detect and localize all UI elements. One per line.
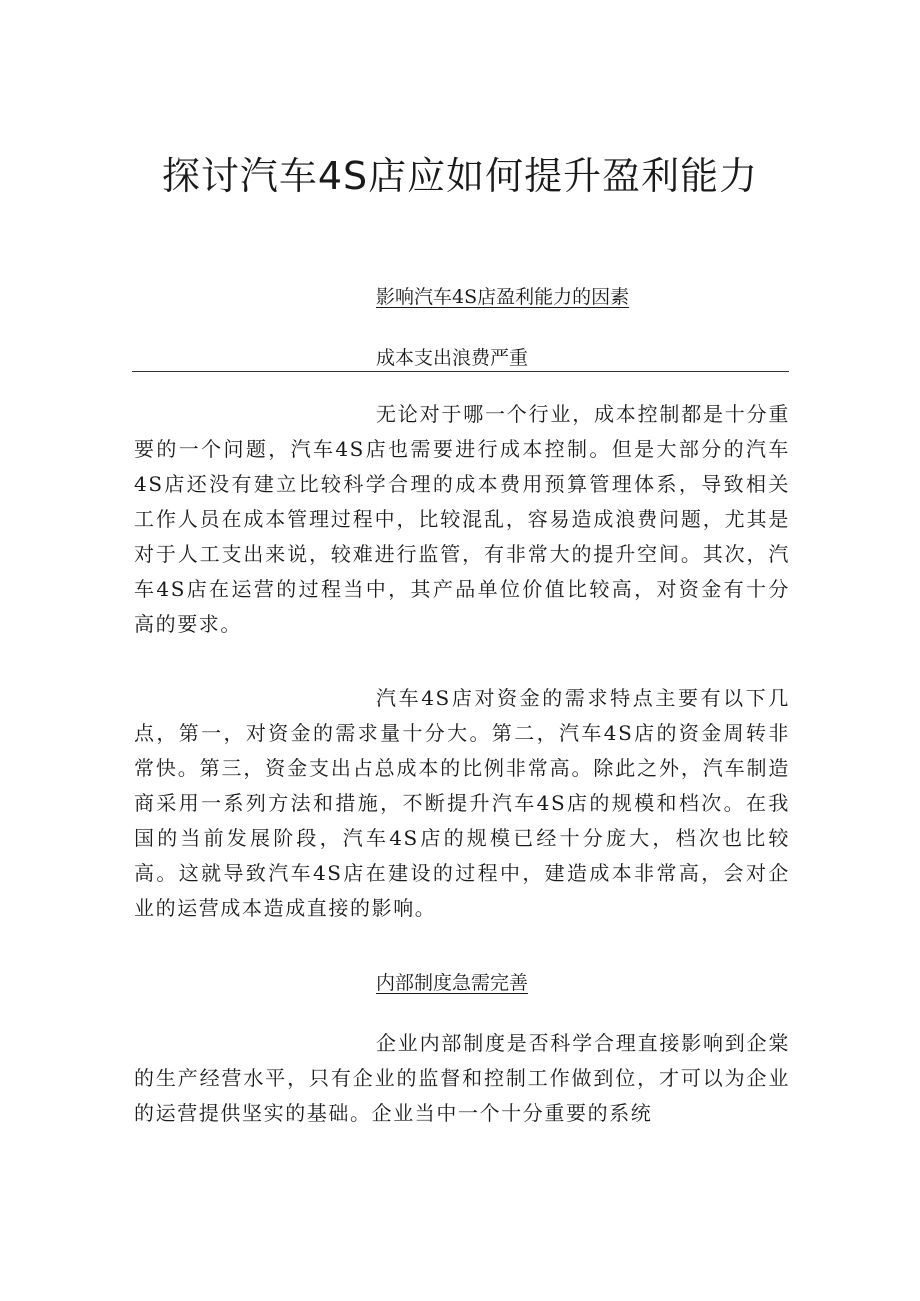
horizontal-rule [132,371,789,372]
paragraph-capital-needs: 汽车4S店对资金的需求特点主要有以下几点，第一，对资金的需求量十分大。第二，汽车4S店的资金周转非常快。第三，资金支出占总成本的比例非常高。除此之外，汽车制造商采用一系列方法和措施，不断提升汽车4S店的规模和档次。在我国的当前发展阶段，汽车4S店的规模已经十分庞大，档次也比较高。这就导致汽车4S店在建设的过程中，建造成本非常高，会对企业的运营成本造成直接的影响。 [134,686,790,920]
section-heading: 影响汽车4S店盈利能力的因素 [376,286,630,308]
paragraph-internal-system: 企业内部制度是否科学合理直接影响到企棠的生产经营水平，只有企业的监督和控制工作做到位，才可以为企业的运营提供坚实的基础。企业当中一个十分重要的系统 [134,1031,790,1125]
subsection-heading-internal-system: 内部制度急需完善 [376,972,529,994]
subsection-heading-cost: 成本支出浪费严重 [376,347,529,369]
document-title: 探讨汽车4S店应如何提升盈利能力 [161,154,759,198]
paragraph-cost-control: 无论对于哪一个行业，成本控制都是十分重要的一个问题，汽车4S店也需要进行成本控制。但是大部分的汽车4S店还没有建立比较科学合理的成本费用预算管理体系，导致相关工作人员在成本管理过程中，比较混乱，容易造成浪费问题，尤其是对于人工支出来说，较难进行监管，有非常大的提升空间。其次，汽车4S店在运营的过程当中，其产品单位价值比较高，对资金有十分高的要求。 [134,402,790,636]
